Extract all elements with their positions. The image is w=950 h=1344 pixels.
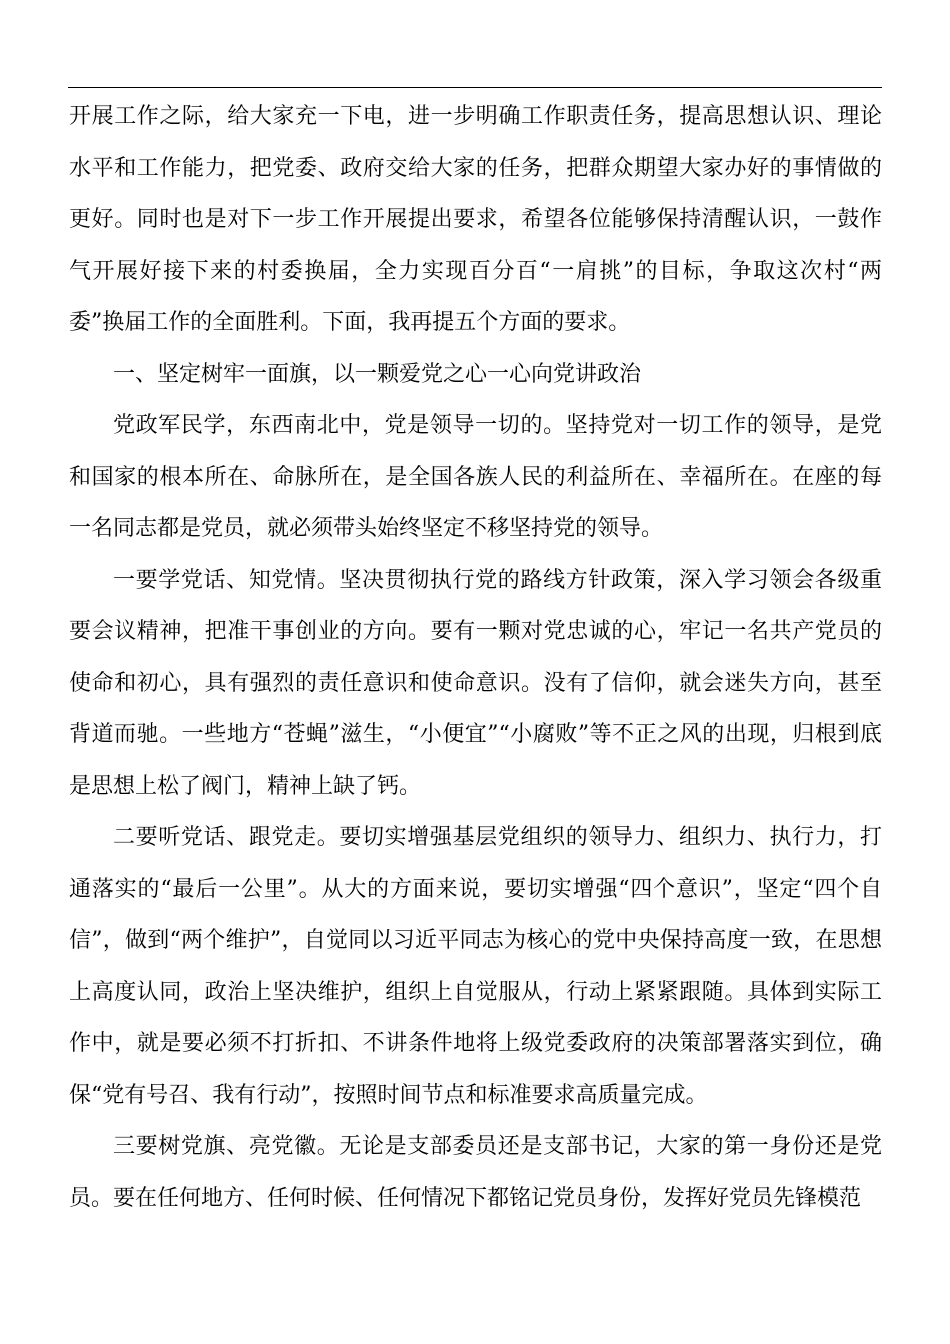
section-heading-one: 一、坚定树牢一面旗，以一颗爱党之心一心向党讲政治 [113, 361, 642, 387]
paragraph-point-three: 三要树党旗、亮党徽。无论是支部委员还是支部书记，大家的第一身份还是党员。要在任何地方、任何时候、任何情况下都铭记党员身份，发挥好党员先锋模范 [69, 1134, 882, 1211]
paragraph-party-leadership: 党政军民学，东西南北中，党是领导一切的。坚持党对一切工作的领导，是党和国家的根本所在、命脉所在，是全国各族人民的利益所在、幸福所在。在座的每一名同志都是党员，就必须带头始终坚定不移坚持党的领导。 [69, 413, 882, 541]
paragraph-point-one: 一要学党话、知党情。坚决贯彻执行党的路线方针政策，深入学习领会各级重要会议精神，把准干事创业的方向。要有一颗对党忠诚的心，牢记一名共产党员的使命和初心，具有强烈的责任意识和使命意识。没有了信仰，就会迷失方向，甚至背道而驰。一些地方“苍蝇”滋生，“小便宜”“小腐败”等不正之风的出现，归根到底是思想上松了阀门，精神上缺了钙。 [69, 567, 882, 799]
paragraph-continuation: 开展工作之际，给大家充一下电，进一步明确工作职责任务，提高思想认识、理论水平和工作能力，把党委、政府交给大家的任务，把群众期望大家办好的事情做的更好。同时也是对下一步工作开展提出要求，希望各位能够保持清醒认识，一鼓作气开展好接下来的村委换届，全力实现百分百“一肩挑”的目标，争取这次村“两委”换届工作的全面胜利。下面，我再提五个方面的要求。 [69, 104, 882, 335]
paragraph-point-two: 二要听党话、跟党走。要切实增强基层党组织的领导力、组织力、执行力，打通落实的“最后一公里”。从大的方面来说，要切实增强“四个意识”，坚定“四个自信”，做到“两个维护”，自觉同以习近平同志为核心的党中央保持高度一致，在思想上高度认同，政治上坚决维护，组织上自觉服从，行动上紧紧跟随。具体到实际工作中，就是要必须不打折扣、不讲条件地将上级党委政府的决策部署落实到位，确保“党有号召、我有行动”，按照时间节点和标准要求高质量完成。 [69, 825, 882, 1108]
header-rule [68, 87, 882, 88]
document-body [69, 91, 882, 1224]
